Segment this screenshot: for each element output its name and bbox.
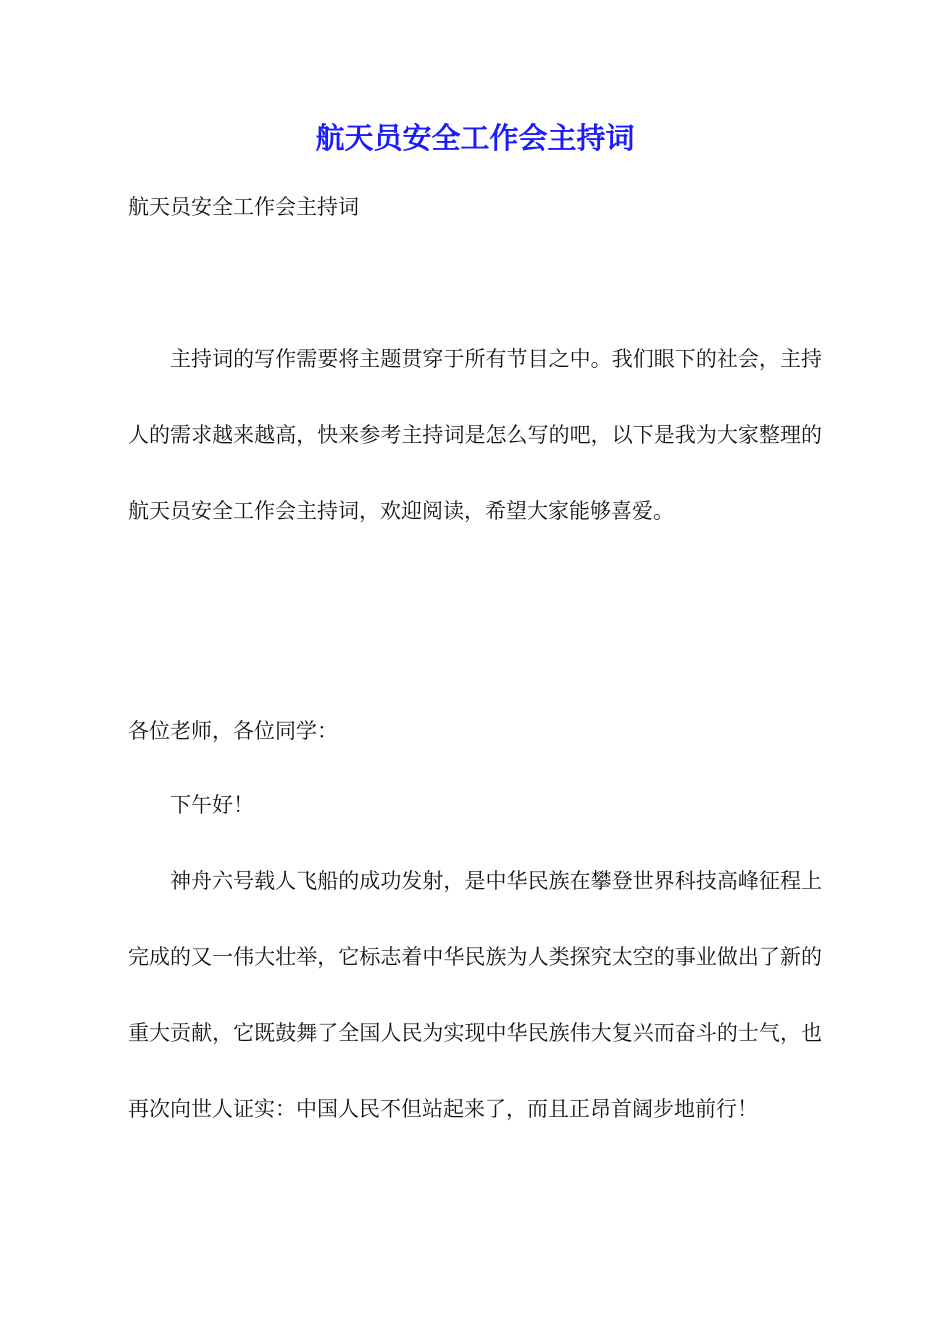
salutation: 各位老师，各位同学： <box>128 719 338 743</box>
intro-paragraph: 主持词的写作需要将主题贯穿于所有节目之中。我们眼下的社会，主持人的需求越来越高，快来参考主持词是怎么写的吧，以下是我为大家整理的航天员安全工作会主持词，欢迎阅读，希望大家能够喜爱。 <box>128 347 822 523</box>
document-subtitle: 航天员安全工作会主持词 <box>128 195 359 219</box>
body-paragraph: 神舟六号载人飞船的成功发射，是中华民族在攀登世界科技高峰征程上完成的又一伟大壮举，它标志着中华民族为人类探究太空的事业做出了新的重大贡献，它既鼓舞了全国人民为实现中华民族伟大复兴而奋斗的士气，也再次向世人证实：中国人民不但站起来了，而且正昂首阔步地前行！ <box>128 869 822 1121</box>
greeting: 下午好！ <box>170 793 254 817</box>
document-title: 航天员安全工作会主持词 <box>315 121 635 155</box>
